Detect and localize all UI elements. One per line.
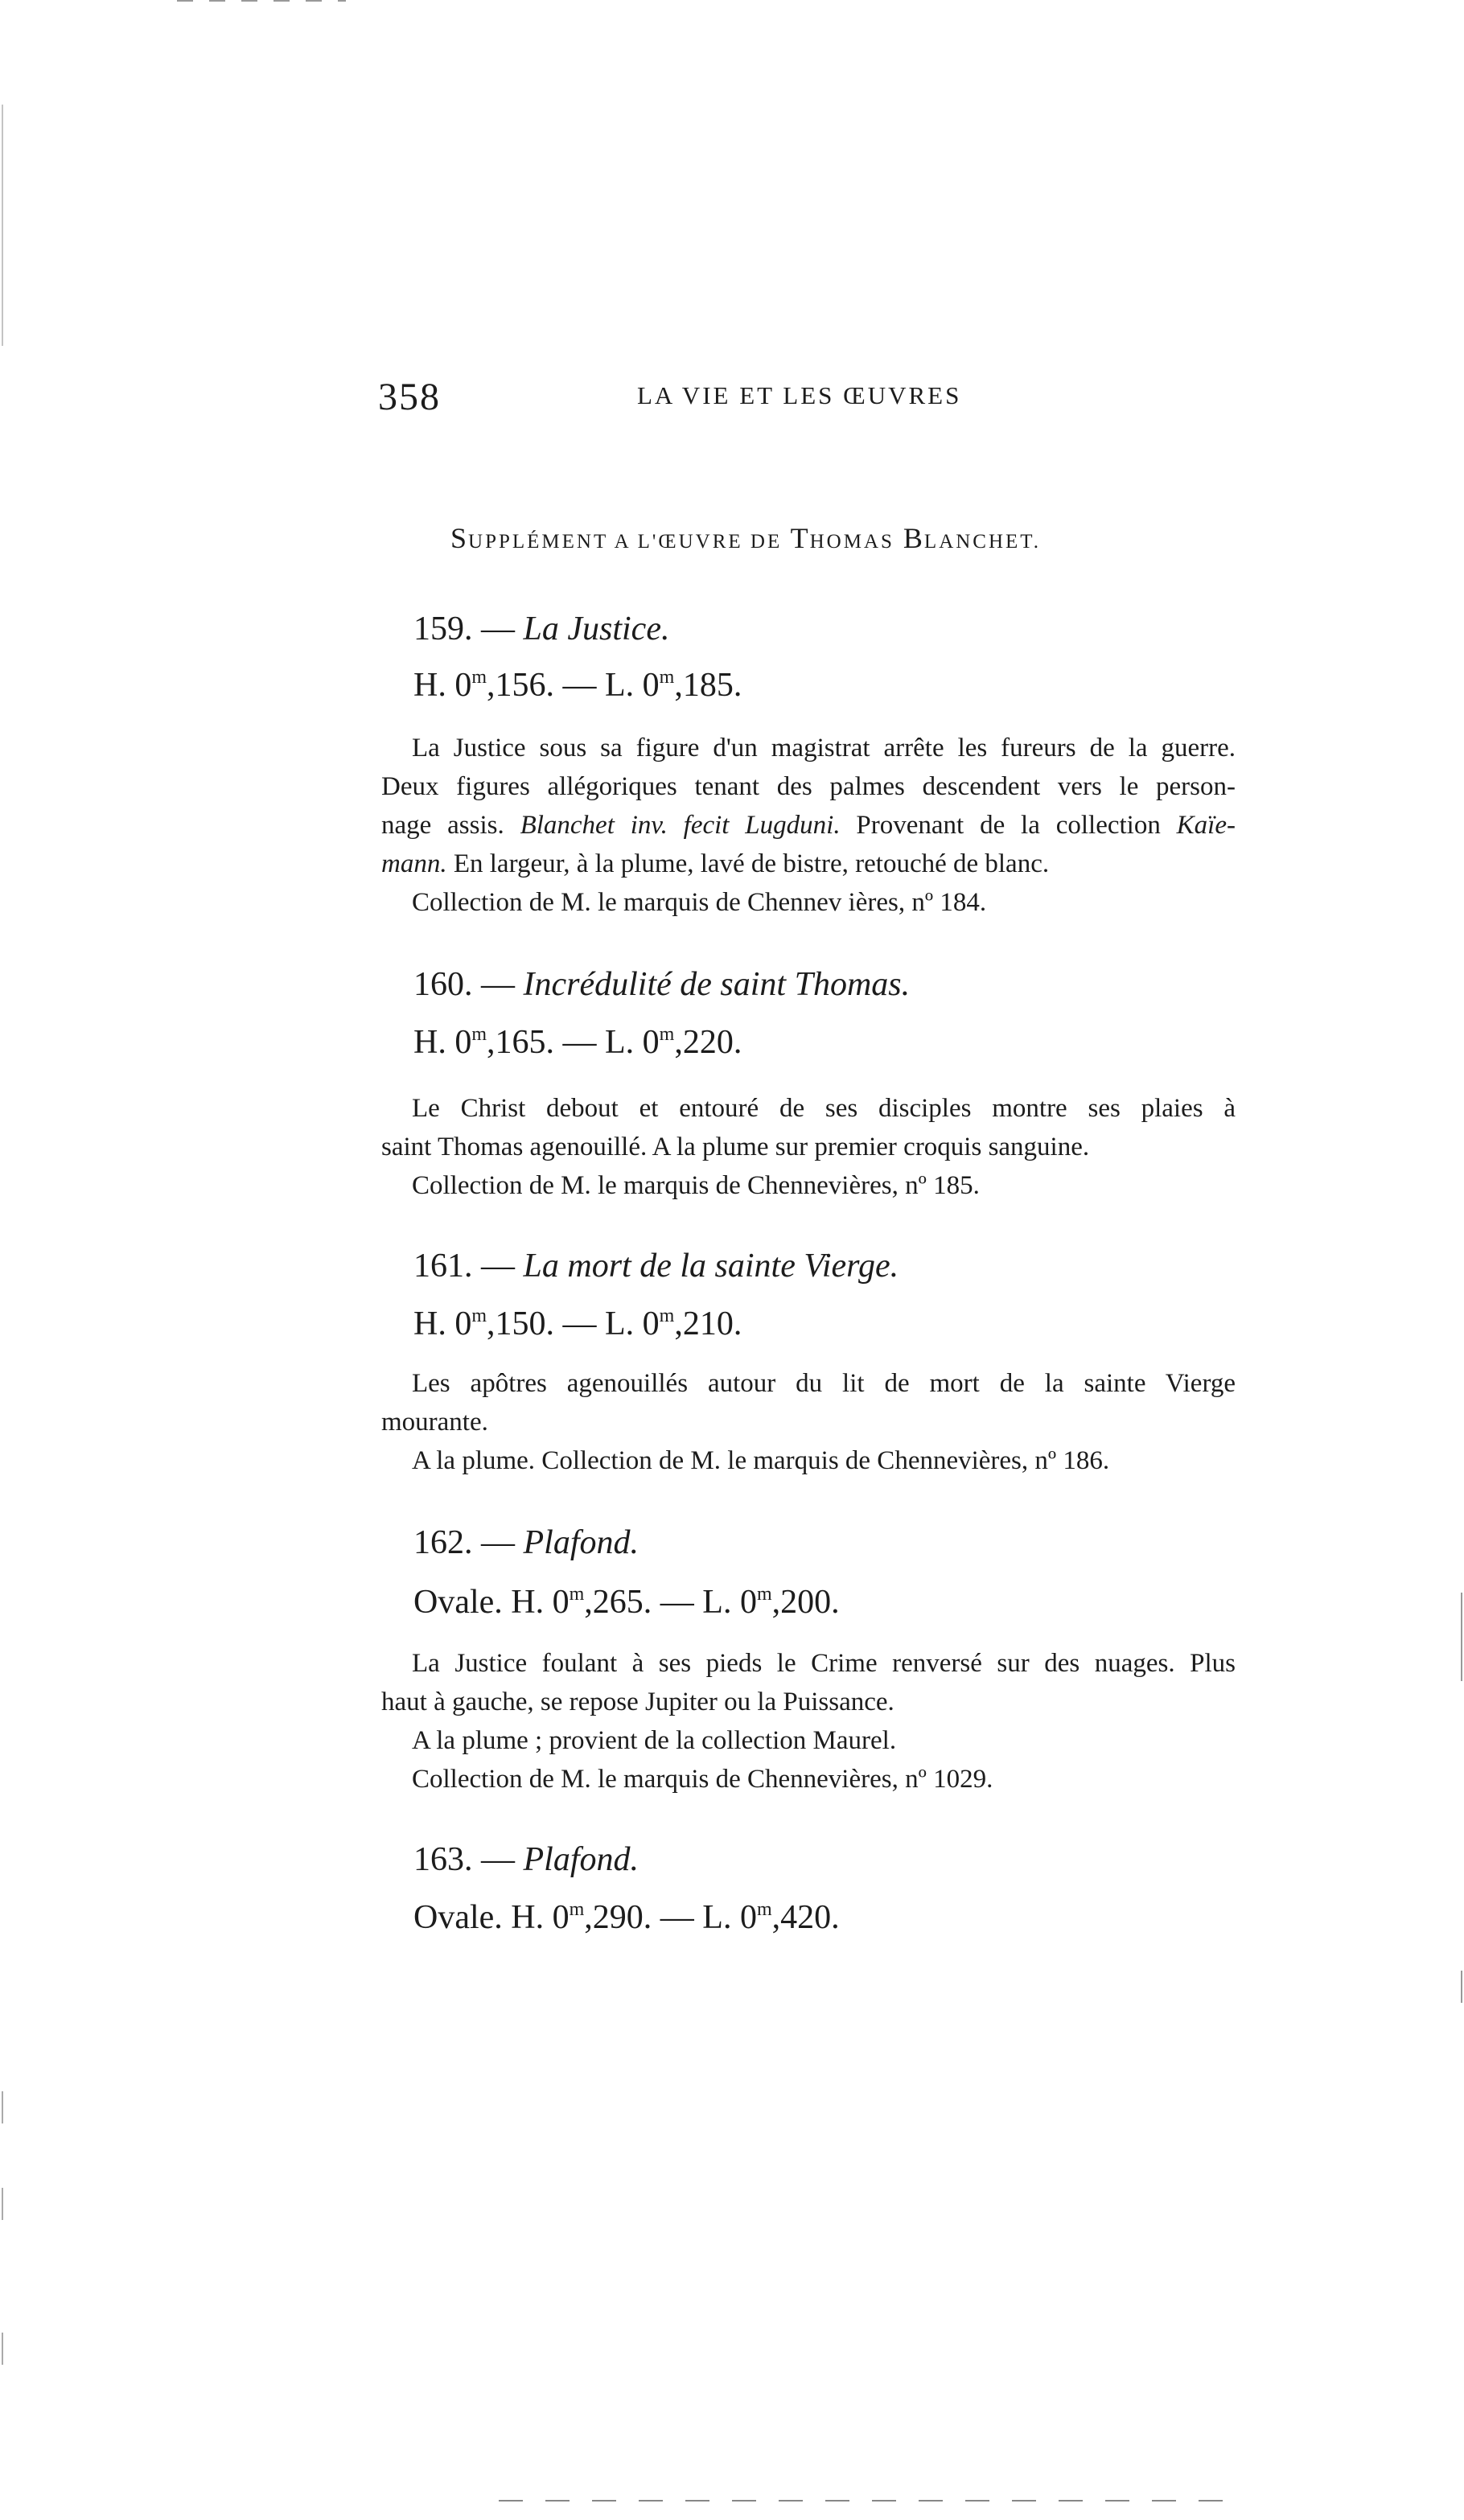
text-fragment: Les apôtres agenouillés autour du lit de mort de la sainte Vierge <box>412 1369 1236 1398</box>
text-fragment: haut à gauche, se repose Jupiter ou la Puissance. <box>381 1688 894 1716</box>
text-fragment: ,220. <box>674 1024 742 1061</box>
page-number: 358 <box>378 376 441 418</box>
entry-dimensions-162 <box>413 1583 840 1622</box>
entry-dimensions-159 <box>413 666 742 705</box>
text-fragment: m <box>659 1305 675 1326</box>
text-fragment: m <box>756 1899 772 1920</box>
entry-dimensions-163 <box>413 1898 840 1937</box>
scan-margin-tick-right <box>1461 1971 1462 2003</box>
text-fragment: LANCHET. <box>923 531 1041 553</box>
entry-description-161 <box>381 1364 1236 1480</box>
text-fragment: Deux figures allégoriques tenant des palmes descendent vers le person- <box>381 772 1236 801</box>
text-fragment: mann. <box>381 849 447 878</box>
text-fragment: nage assis. <box>381 811 504 840</box>
text-fragment: S <box>450 522 469 554</box>
text-fragment: H. 0 <box>413 1024 472 1061</box>
entry-heading-159 <box>413 610 669 648</box>
text-fragment: 161. — <box>413 1248 515 1285</box>
section-title <box>450 521 1041 555</box>
running-title: LA VIE ET LES ŒUVRES <box>637 381 962 409</box>
scan-margin-tick-left-3 <box>2 2333 3 2365</box>
text-fragment: En largeur, à la plume, lavé de bistre, retouché de blanc. <box>453 849 1050 878</box>
text-fragment: ,150. — L. 0 <box>487 1305 660 1342</box>
entry-heading-162 <box>413 1523 639 1562</box>
entry-dimensions-160 <box>413 1023 742 1062</box>
text-fragment: m <box>471 1024 487 1045</box>
text-fragment: ,265. — L. 0 <box>584 1584 757 1621</box>
text-fragment: 162. — <box>413 1524 515 1561</box>
scan-margin-line-right <box>1461 1593 1462 1681</box>
text-fragment: A la plume ; provient de la collection Maurel. <box>412 1726 897 1755</box>
text-fragment: m <box>471 1305 487 1326</box>
text-fragment: Ovale. H. 0 <box>413 1584 570 1621</box>
text-fragment: 159. — <box>413 610 515 647</box>
scan-artifact-top <box>177 0 346 2</box>
scan-margin-tick-left-1 <box>2 2091 3 2123</box>
text-fragment: Plafond. <box>523 1841 639 1878</box>
entry-description-162 <box>381 1644 1236 1799</box>
text-fragment: Collection de M. le marquis de Chennevières, nº 185. <box>412 1171 980 1200</box>
text-fragment: Collection de M. le marquis de Chennev ières, nº 184. <box>412 888 987 917</box>
text-fragment: La mort de la sainte Vierge. <box>523 1248 899 1285</box>
text-fragment: ,420. <box>771 1899 840 1936</box>
text-fragment: ,185. <box>674 667 742 704</box>
text-fragment: H. 0 <box>413 1305 472 1342</box>
text-fragment: La Justice. <box>523 610 670 647</box>
entry-heading-160 <box>413 965 910 1004</box>
entry-heading-161 <box>413 1247 899 1285</box>
text-fragment: La Justice foulant à ses pieds le Crime renversé sur des nuages. Plus <box>412 1649 1236 1678</box>
text-fragment: mourante. <box>381 1408 488 1437</box>
text-fragment: m <box>659 1024 675 1045</box>
text-fragment: T <box>790 522 810 554</box>
text-fragment: Blanchet inv. fecit Lugduni. <box>520 811 841 840</box>
text-fragment: Plafond. <box>523 1524 639 1561</box>
text-fragment: HOMAS <box>809 531 894 553</box>
entry-heading-163 <box>413 1840 639 1879</box>
entry-description-160 <box>381 1089 1236 1205</box>
text-fragment: La Justice sous sa figure d'un magistrat arrête les fureurs de la guerre. <box>412 734 1236 763</box>
text-fragment: saint Thomas agenouillé. A la plume sur premier croquis sanguine. <box>381 1133 1090 1161</box>
text-fragment: 160. — <box>413 966 515 1003</box>
text-fragment: Provenant de la collection <box>856 811 1161 840</box>
text-fragment: m <box>756 1584 772 1605</box>
text-fragment: Le Christ debout et entouré de ses disciples montre ses plaies à <box>412 1094 1236 1123</box>
text-fragment: ,290. — L. 0 <box>584 1899 757 1936</box>
text-fragment: ,200. <box>771 1584 840 1621</box>
text-fragment: m <box>659 667 675 688</box>
text-fragment: m <box>569 1584 585 1605</box>
entry-description-159 <box>381 729 1236 922</box>
text-fragment: 163. — <box>413 1841 515 1878</box>
text-fragment: ,165. — L. 0 <box>487 1024 660 1061</box>
scan-margin-tick-left-2 <box>2 2188 3 2220</box>
scan-artifact-bottom <box>499 2500 1223 2502</box>
text-fragment: Incrédulité de saint Thomas. <box>523 966 911 1003</box>
text-fragment: m <box>569 1899 585 1920</box>
scan-margin-line-left <box>2 105 3 346</box>
text-fragment: B <box>903 522 924 554</box>
text-fragment: Kaïe- <box>1176 811 1236 840</box>
text-fragment: Ovale. H. 0 <box>413 1899 570 1936</box>
text-fragment: UPPLÉMENT A L'ŒUVRE DE <box>468 531 783 553</box>
text-fragment: ,210. <box>674 1305 742 1342</box>
entry-dimensions-161 <box>413 1305 742 1343</box>
text-fragment: m <box>471 667 487 688</box>
text-fragment: Collection de M. le marquis de Chennevières, nº 1029. <box>412 1765 993 1794</box>
text-fragment: ,156. — L. 0 <box>487 667 660 704</box>
text-fragment: H. 0 <box>413 667 472 704</box>
text-fragment: A la plume. Collection de M. le marquis de Chennevières, nº 186. <box>412 1446 1110 1475</box>
